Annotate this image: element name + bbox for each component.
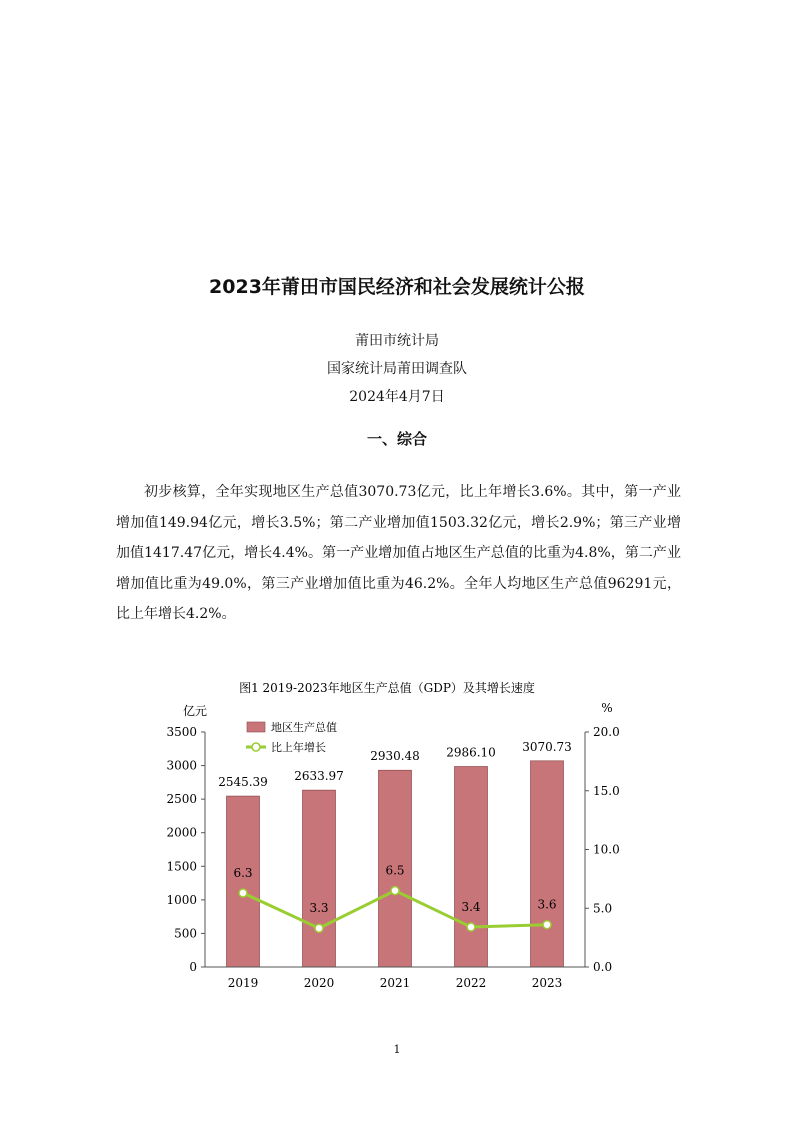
y-left-tick-label: 500: [174, 926, 197, 941]
growth-point-2020: [315, 924, 323, 932]
bar-value-label: 2930.48: [370, 749, 420, 764]
y-left-ticks: [166, 725, 205, 974]
x-tick-label: 2020: [303, 976, 335, 990]
chart-title: 图1 2019-2023年地区生产总值（GDP）及其增长速度: [239, 681, 535, 695]
y-right-ticks: [585, 725, 620, 974]
bar-value-label: 2633.97: [294, 769, 344, 784]
y-right-tick-label: 20.0: [593, 725, 620, 739]
y-left-tick-label: 2500: [166, 792, 197, 807]
growth-point-2021: [391, 887, 399, 895]
report-title: 2023年莆田市国民经济和社会发展统计公报: [209, 276, 585, 298]
y-left-tick-label: 3000: [166, 758, 197, 773]
legend-line-marker: [252, 743, 260, 751]
bar-value-label: 2545.39: [218, 775, 268, 790]
y-left-tick-label: 2000: [166, 825, 197, 840]
x-tick-label: 2021: [379, 976, 411, 990]
y-left-tick-label: 1000: [166, 892, 197, 907]
legend-bar-label: 地区生产总值: [271, 721, 337, 734]
growth-value-label: 3.4: [461, 900, 481, 915]
legend: [246, 720, 337, 754]
gdp-chart: [150, 672, 630, 997]
y-right-tick-label: 15.0: [593, 783, 620, 798]
bar-value-label: 2986.10: [446, 745, 496, 760]
section-paragraph: 初步核算，全年实现地区生产总值3070.73亿元，比上年增长3.6%。其中，第一产业增加值149.94亿元，增长3.5%；第二产业增加值1503.32亿元，增长2.9%；第三产业增加值1417.47亿元，增长4.4%。第一产业增加值占地区生产总值的比重为4.8%，第二产业增加值比重为49.0%，第三产业增加值比重为46.2%。全年人均地区生产总值96291元，比上年增长4.2%。: [116, 484, 681, 622]
y-axis-left-label: 亿元: [182, 704, 208, 718]
page-number: 1: [393, 1043, 401, 1056]
growth-value-label: 6.3: [233, 865, 253, 880]
growth-value-label: 3.6: [537, 897, 557, 912]
x-tick-label: 2022: [455, 976, 487, 990]
report-date: 2024年4月7日: [349, 389, 445, 405]
legend-bar-swatch: [247, 722, 265, 732]
x-tick-label: 2023: [531, 976, 563, 990]
y-left-tick-label: 3500: [166, 725, 197, 739]
growth-point-2019: [239, 889, 247, 897]
growth-value-label: 3.3: [309, 901, 329, 916]
bar-2022: [455, 767, 488, 967]
bar-value-label: 3070.73: [522, 739, 572, 754]
bar-2023: [531, 761, 564, 967]
y-left-tick-label: 0: [189, 960, 197, 974]
legend-line-label: 比上年增长: [271, 741, 326, 754]
y-right-tick-label: 10.0: [593, 842, 620, 857]
bar-2020: [303, 790, 336, 967]
x-tick-label: 2019: [227, 976, 259, 990]
y-right-tick-label: 5.0: [593, 901, 613, 916]
issuer-bureau: 莆田市统计局: [355, 333, 439, 349]
growth-point-2023: [543, 921, 551, 929]
y-axis-right-label: %: [601, 701, 613, 715]
y-left-tick-label: 1500: [166, 859, 197, 874]
growth-value-label: 6.5: [385, 863, 405, 878]
issuer-survey-team: 国家统计局莆田调查队: [327, 361, 467, 377]
y-right-tick-label: 0.0: [593, 960, 613, 974]
section-heading: 一、综合: [366, 430, 427, 448]
growth-point-2022: [467, 923, 475, 931]
bar-2019: [227, 796, 260, 967]
x-ticks: [228, 976, 563, 990]
